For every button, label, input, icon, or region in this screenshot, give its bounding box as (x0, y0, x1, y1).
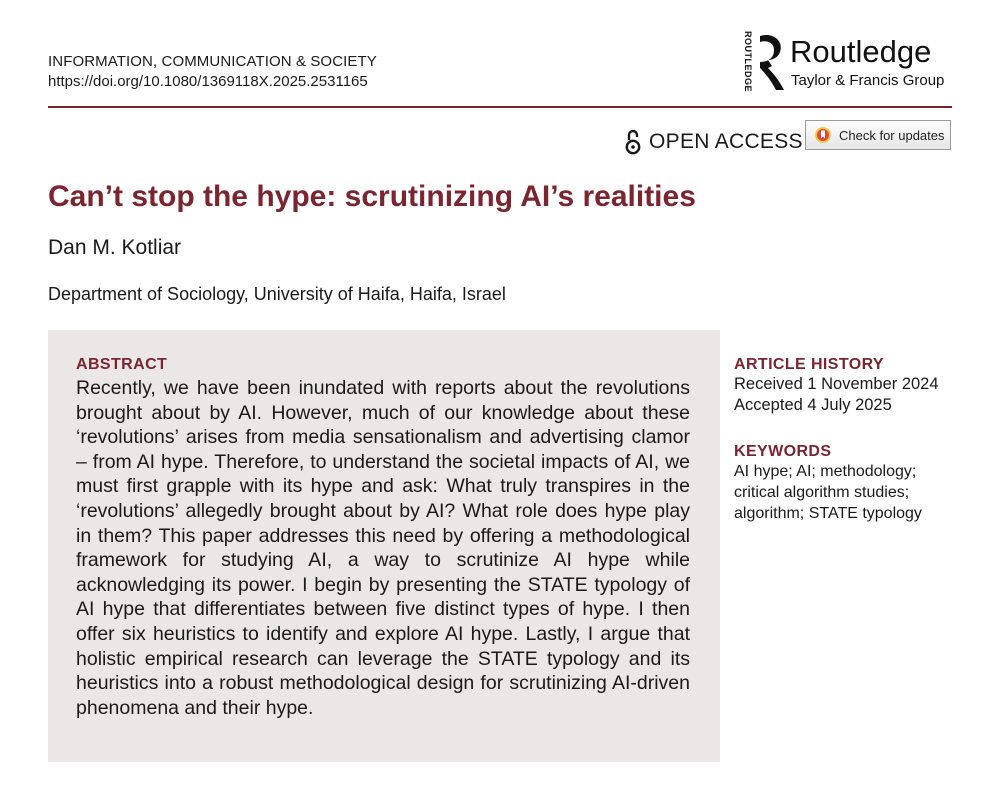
routledge-head-icon (754, 32, 786, 94)
abstract-panel (48, 330, 720, 762)
publisher-group: Taylor & Francis Group (791, 72, 945, 89)
journal-header (48, 52, 377, 92)
header-divider (48, 106, 952, 108)
open-lock-icon (624, 129, 642, 155)
doi-link[interactable]: https://doi.org/10.1080/1369118X.2025.2531165 (48, 73, 368, 90)
article-sidebar (734, 355, 959, 524)
logo-vertical-text: ROUTLEDGE (743, 31, 753, 93)
journal-name: INFORMATION, COMMUNICATION & SOCIETY (48, 53, 377, 70)
open-access-badge (624, 128, 803, 156)
open-access-label: OPEN ACCESS (649, 130, 803, 153)
check-for-updates-button[interactable] (805, 120, 951, 150)
keyword-line: algorithm; STATE typology (734, 505, 922, 522)
check-updates-icon (814, 126, 832, 144)
accepted-date: Accepted 4 July 2025 (734, 396, 892, 414)
keywords-heading: KEYWORDS (734, 443, 832, 460)
author-name[interactable]: Dan M. Kotliar (48, 236, 182, 259)
article-title: Can’t stop the hype: scrutinizing AI’s realities (48, 180, 696, 213)
abstract-heading: ABSTRACT (76, 356, 168, 373)
keyword-line: critical algorithm studies; (734, 484, 910, 501)
keyword-line: AI hype; AI; methodology; (734, 463, 917, 480)
publisher-name: Routledge (790, 34, 932, 69)
article-history-heading: ARTICLE HISTORY (734, 356, 885, 373)
author-affiliation: Department of Sociology, University of Haifa, Haifa, Israel (48, 284, 506, 304)
routledge-logo[interactable] (740, 32, 955, 94)
received-date: Received 1 November 2024 (734, 375, 939, 393)
abstract-text: Recently, we have been inundated with reports about the revolutions brought about by AI. However, much of our knowledge about these ‘revolutions’ arises from media sensationalism and advertising clamor – from AI hype. Therefore, to understand the societal impacts of AI, we must first grapple with its hype and ask: What truly transpires in the ‘revolutions’ allegedly brought about by AI? What role does hype play in them? This paper addresses this need by offering a methodological framework for studying AI, a way to scrutinize AI hype while acknowledging its power. I begin by presenting the STATE typology of AI hype that differentiates between five distinct types of hype. I then offer six heuristics to identify and explore AI hype. Lastly, I argue that holistic empirical research can leverage the STATE typology and its heuristics into a robust methodological design for scrutinizing AI-driven phenomena and their hype. (76, 377, 690, 719)
check-updates-label: Check for updates (839, 127, 945, 143)
